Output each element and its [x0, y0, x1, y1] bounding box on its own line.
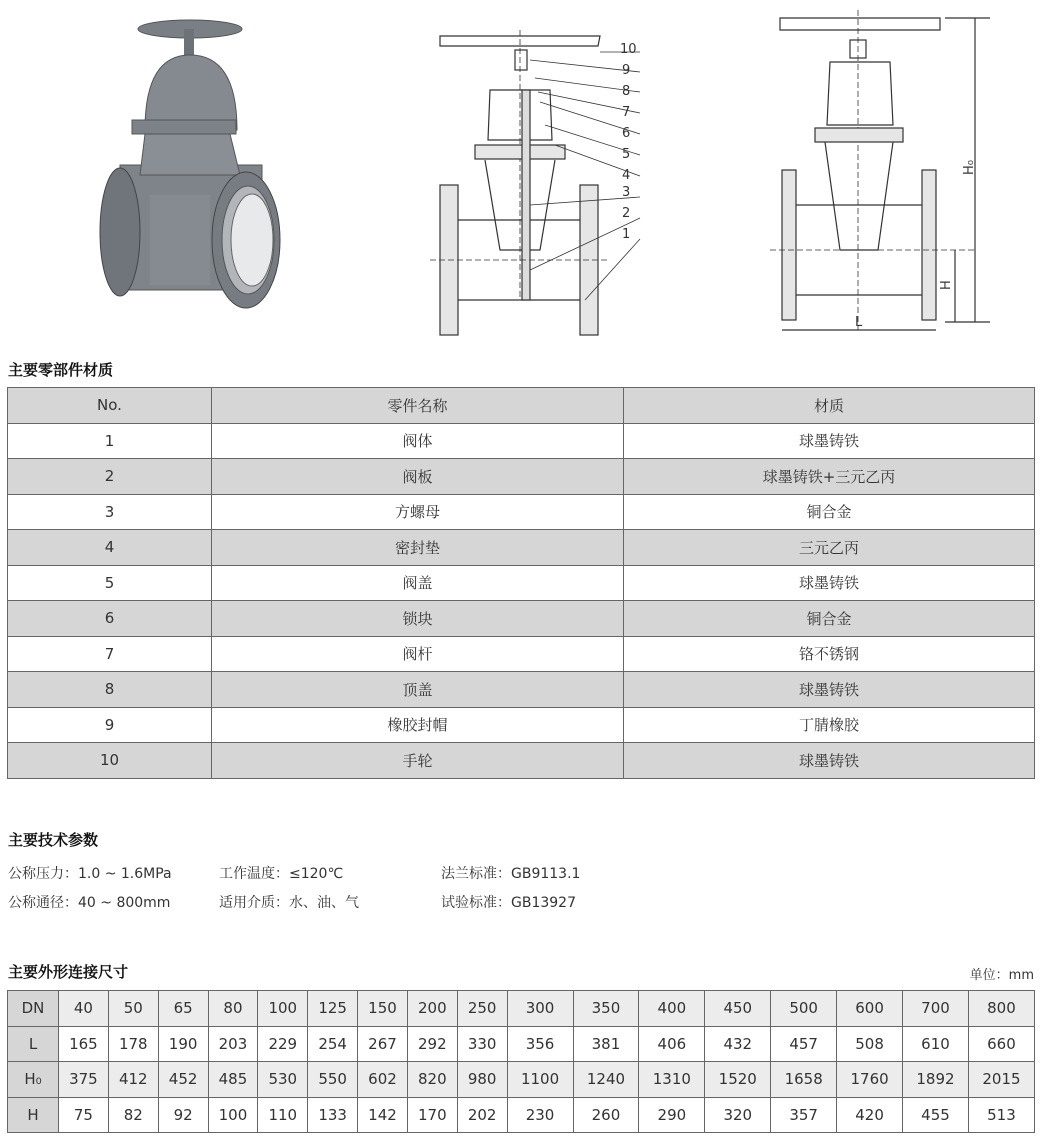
param-flange-standard: 法兰标准：GB9113.1	[441, 866, 581, 882]
dimension-cell: 450	[705, 991, 771, 1027]
part-material: 球墨铸铁	[624, 672, 1035, 708]
dimension-cell: 229	[258, 1026, 308, 1062]
part-no: 7	[8, 636, 212, 672]
dimension-cell: 267	[358, 1026, 408, 1062]
dimension-cell: 1892	[903, 1062, 969, 1098]
part-material: 球墨铸铁	[624, 743, 1035, 779]
dimension-cell: 660	[968, 1026, 1034, 1062]
dimension-cell: 406	[639, 1026, 705, 1062]
part-material: 三元乙丙	[624, 530, 1035, 566]
param-test-standard: 试验标准：GB13927	[441, 895, 576, 911]
dim-label-l: L	[855, 315, 863, 330]
dimension-cell: 290	[639, 1097, 705, 1133]
dimension-cell: 800	[968, 991, 1034, 1027]
table-row	[8, 991, 1035, 1027]
part-material: 铬不锈钢	[624, 636, 1035, 672]
dimension-cell: 142	[358, 1097, 408, 1133]
dimension-cell: 82	[108, 1097, 158, 1133]
table-row	[8, 636, 1035, 672]
part-no: 1	[8, 423, 212, 459]
dimension-cell: 200	[407, 991, 457, 1027]
dimension-cell: 100	[258, 991, 308, 1027]
dimension-cell: 980	[457, 1062, 507, 1098]
dimension-cell: 1100	[507, 1062, 573, 1098]
dimension-cell: 412	[108, 1062, 158, 1098]
dimension-cell: 80	[208, 991, 258, 1027]
dimension-cell: 600	[837, 991, 903, 1027]
dimension-cell: 190	[158, 1026, 208, 1062]
part-name: 橡胶封帽	[212, 707, 624, 743]
part-material: 丁腈橡胶	[624, 707, 1035, 743]
part-name: 顶盖	[212, 672, 624, 708]
dimension-cell: 2015	[968, 1062, 1034, 1098]
dimension-cell: 178	[108, 1026, 158, 1062]
dimension-cell: 292	[407, 1026, 457, 1062]
callout-numbers	[620, 42, 637, 242]
dimension-cell: 400	[639, 991, 705, 1027]
dimension-cell: 110	[258, 1097, 308, 1133]
dimensions-table	[7, 990, 1035, 1133]
part-no: 3	[8, 494, 212, 530]
callout-9: 9	[622, 63, 631, 78]
table-row	[8, 423, 1035, 459]
dimension-cell: 1240	[573, 1062, 639, 1098]
dimension-cell: 330	[457, 1026, 507, 1062]
dimension-cell: 530	[258, 1062, 308, 1098]
table-row	[8, 530, 1035, 566]
dimension-cell: 457	[771, 1026, 837, 1062]
valve-section-drawing	[430, 30, 610, 335]
dimensions-section-title: 主要外形连接尺寸	[8, 963, 129, 981]
col-header-material: 材质	[624, 388, 1035, 424]
callout-1: 1	[622, 227, 631, 242]
dimension-cell: 610	[903, 1026, 969, 1062]
dimension-cell: 420	[837, 1097, 903, 1133]
dimension-cell: 350	[573, 991, 639, 1027]
part-name: 阀板	[212, 459, 624, 495]
col-header-name: 零件名称	[212, 388, 624, 424]
dimension-cell: 381	[573, 1026, 639, 1062]
part-name: 阀体	[212, 423, 624, 459]
dimension-cell: 320	[705, 1097, 771, 1133]
table-row	[8, 565, 1035, 601]
callout-10: 10	[620, 42, 637, 57]
param-pressure: 公称压力：1.0 ~ 1.6MPa	[8, 866, 172, 882]
table-row	[8, 1062, 1035, 1098]
dimension-cell: 1520	[705, 1062, 771, 1098]
callout-8: 8	[622, 84, 631, 99]
dimension-cell: 602	[358, 1062, 408, 1098]
dimension-cell: 432	[705, 1026, 771, 1062]
parts-section-title: 主要零部件材质	[8, 361, 114, 379]
dimension-cell: 125	[308, 991, 358, 1027]
dimension-cell: 550	[308, 1062, 358, 1098]
dimension-cell: 455	[903, 1097, 969, 1133]
part-name: 阀盖	[212, 565, 624, 601]
valve-drawings	[0, 0, 1042, 345]
valve-photo	[100, 20, 280, 308]
dimension-cell: 700	[903, 991, 969, 1027]
dimension-cell: 356	[507, 1026, 573, 1062]
param-medium: 适用介质：水、油、气	[219, 895, 359, 911]
dimension-cell: 75	[59, 1097, 109, 1133]
callout-7: 7	[622, 105, 631, 120]
part-material: 球墨铸铁+三元乙丙	[624, 459, 1035, 495]
row-label: H	[8, 1097, 59, 1133]
parts-material-table	[7, 387, 1035, 779]
dim-label-h0: H₀	[962, 160, 977, 175]
callout-2: 2	[622, 206, 631, 221]
part-material: 铜合金	[624, 494, 1035, 530]
part-material: 球墨铸铁	[624, 423, 1035, 459]
callout-3: 3	[622, 185, 631, 200]
callout-4: 4	[622, 168, 631, 183]
dimension-cell: 40	[59, 991, 109, 1027]
table-row	[8, 1026, 1035, 1062]
table-header-row	[8, 388, 1035, 424]
part-name: 阀杆	[212, 636, 624, 672]
dimension-cell: 500	[771, 991, 837, 1027]
col-header-no: No.	[8, 388, 212, 424]
part-no: 5	[8, 565, 212, 601]
callout-6: 6	[622, 126, 631, 141]
unit-label: 单位：mm	[969, 968, 1034, 983]
part-name: 锁块	[212, 601, 624, 637]
dim-label-h: H	[939, 280, 954, 290]
part-no: 2	[8, 459, 212, 495]
dimension-cell: 508	[837, 1026, 903, 1062]
callout-5: 5	[622, 147, 631, 162]
dimension-cell: 50	[108, 991, 158, 1027]
part-no: 8	[8, 672, 212, 708]
dimension-cell: 92	[158, 1097, 208, 1133]
dimension-cell: 203	[208, 1026, 258, 1062]
part-material: 铜合金	[624, 601, 1035, 637]
dimension-cell: 65	[158, 991, 208, 1027]
part-name: 手轮	[212, 743, 624, 779]
dimension-cell: 260	[573, 1097, 639, 1133]
dimension-cell: 1760	[837, 1062, 903, 1098]
part-name: 方螺母	[212, 494, 624, 530]
dimension-cell: 485	[208, 1062, 258, 1098]
dimension-cell: 202	[457, 1097, 507, 1133]
row-label: H₀	[8, 1062, 59, 1098]
dimension-cell: 133	[308, 1097, 358, 1133]
table-row	[8, 459, 1035, 495]
table-row	[8, 601, 1035, 637]
dimension-cell: 150	[358, 991, 408, 1027]
part-name: 密封垫	[212, 530, 624, 566]
dimension-cell: 170	[407, 1097, 457, 1133]
dimension-cell: 165	[59, 1026, 109, 1062]
part-no: 6	[8, 601, 212, 637]
dimension-cell: 513	[968, 1097, 1034, 1133]
table-row	[8, 707, 1035, 743]
param-nominal-diameter: 公称通径：40 ~ 800mm	[8, 895, 171, 911]
part-no: 4	[8, 530, 212, 566]
dimension-cell: 820	[407, 1062, 457, 1098]
dimension-cell: 254	[308, 1026, 358, 1062]
param-temperature: 工作温度：≤120℃	[219, 866, 344, 882]
table-row	[8, 1097, 1035, 1133]
dimension-cell: 452	[158, 1062, 208, 1098]
table-row	[8, 494, 1035, 530]
dimension-cell: 1658	[771, 1062, 837, 1098]
dimension-cell: 100	[208, 1097, 258, 1133]
dimension-cell: 357	[771, 1097, 837, 1133]
row-label: DN	[8, 991, 59, 1027]
row-label: L	[8, 1026, 59, 1062]
part-material: 球墨铸铁	[624, 565, 1035, 601]
dimension-cell: 250	[457, 991, 507, 1027]
dimension-cell: 375	[59, 1062, 109, 1098]
part-no: 9	[8, 707, 212, 743]
dimension-cell: 1310	[639, 1062, 705, 1098]
table-row	[8, 743, 1035, 779]
tech-section-title: 主要技术参数	[8, 831, 99, 849]
valve-outline-drawing	[770, 10, 990, 330]
dimension-cell: 230	[507, 1097, 573, 1133]
table-row	[8, 672, 1035, 708]
dimension-cell: 300	[507, 991, 573, 1027]
part-no: 10	[8, 743, 212, 779]
